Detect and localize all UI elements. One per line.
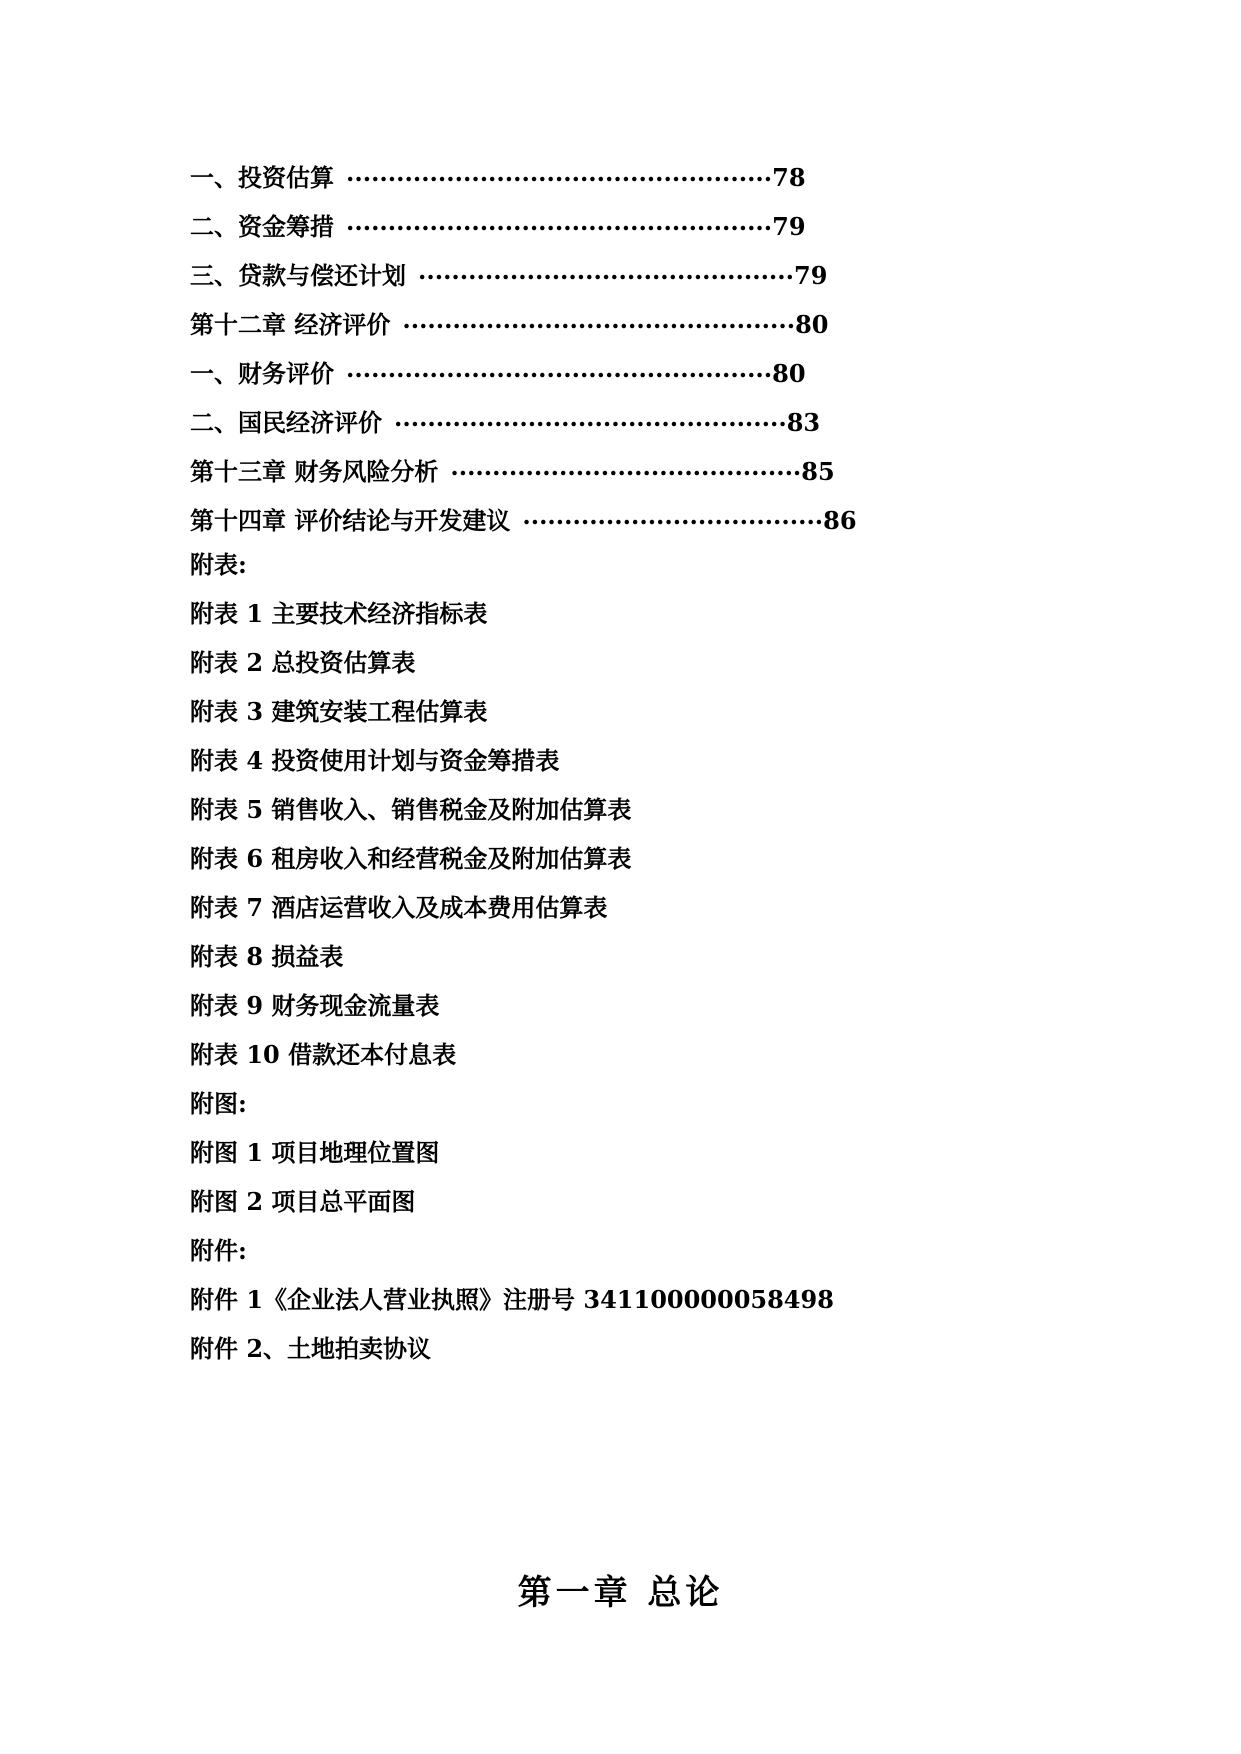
- toc-entry: [190, 405, 990, 454]
- appendix-figure-item: 附图 1 项目地理位置图: [190, 1138, 440, 1167]
- toc-leader-dots: .............................................: [418, 258, 794, 284]
- toc-leader-dots: ...................................................: [346, 356, 773, 382]
- toc-entry-title: 第十三章 财务风险分析: [190, 457, 439, 486]
- table-of-contents: [190, 160, 990, 1385]
- appendix-figure-item: 附图 2 项目总平面图: [190, 1187, 416, 1216]
- chapter-heading: 第一章 总论: [517, 1573, 724, 1613]
- toc-entry-title: 第十二章 经济评价: [190, 310, 391, 339]
- toc-page-number: 80: [772, 359, 806, 388]
- toc-entry: [190, 356, 990, 405]
- appendix-table-item: 附表 9 财务现金流量表: [190, 991, 440, 1020]
- toc-leader-dots: ...............................................: [394, 405, 787, 431]
- toc-page-number: 86: [823, 506, 857, 535]
- toc-entry-title: 一、投资估算: [190, 163, 334, 192]
- appendix-figures-heading: 附图:: [190, 1089, 247, 1118]
- attachment-item: 附件 2、土地拍卖协议: [190, 1334, 432, 1363]
- appendix-table-item: 附表 10 借款还本付息表: [190, 1040, 457, 1069]
- toc-page-number: 79: [794, 261, 828, 290]
- toc-page-number: 80: [795, 310, 829, 339]
- appendix-table-item: 附表 7 酒店运营收入及成本费用估算表: [190, 893, 608, 922]
- toc-entry-title: 二、国民经济评价: [190, 408, 382, 437]
- toc-leader-dots: ...................................................: [346, 160, 773, 186]
- toc-entry: [190, 258, 990, 307]
- toc-entry-title: 第十四章 评价结论与开发建议: [190, 506, 511, 535]
- toc-leader-dots: ...............................................: [402, 307, 796, 333]
- toc-leader-dots: ...................................................: [346, 209, 773, 235]
- appendix-table-item: 附表 5 销售收入、销售税金及附加估算表: [190, 795, 632, 824]
- toc-entry-title: 二、资金筹措: [190, 212, 334, 241]
- toc-entry-title: 三、贷款与偿还计划: [190, 261, 406, 290]
- toc-entry: [190, 307, 990, 356]
- toc-leader-dots: ....................................: [522, 503, 824, 529]
- appendix-table-item: 附表 2 总投资估算表: [190, 648, 416, 677]
- toc-page-number: 83: [786, 408, 821, 437]
- toc-page-number: 78: [772, 163, 806, 192]
- appendix-table-item: 附表 1 主要技术经济指标表: [190, 599, 488, 628]
- toc-leader-dots: ..........................................: [450, 454, 802, 480]
- appendix-table-item: 附表 8 损益表: [190, 942, 344, 971]
- toc-page-number: 79: [772, 212, 806, 241]
- attachments-heading: 附件:: [190, 1236, 247, 1265]
- appendix-table-item: 附表 6 租房收入和经营税金及附加估算表: [190, 844, 632, 873]
- appendix-table-item: 附表 4 投资使用计划与资金筹措表: [190, 746, 560, 775]
- appendix-table-item: 附表 3 建筑安装工程估算表: [190, 697, 488, 726]
- appendix-tables-heading: 附表:: [190, 550, 247, 579]
- toc-entry: [190, 503, 990, 552]
- toc-entry: [190, 209, 990, 258]
- toc-page-number: 85: [801, 457, 835, 486]
- toc-entry: [190, 454, 990, 503]
- toc-entry: [190, 160, 990, 209]
- attachment-item: 附件 1《企业法人营业执照》注册号 341100000058498: [190, 1285, 834, 1314]
- toc-entry-title: 一、财务评价: [190, 359, 334, 388]
